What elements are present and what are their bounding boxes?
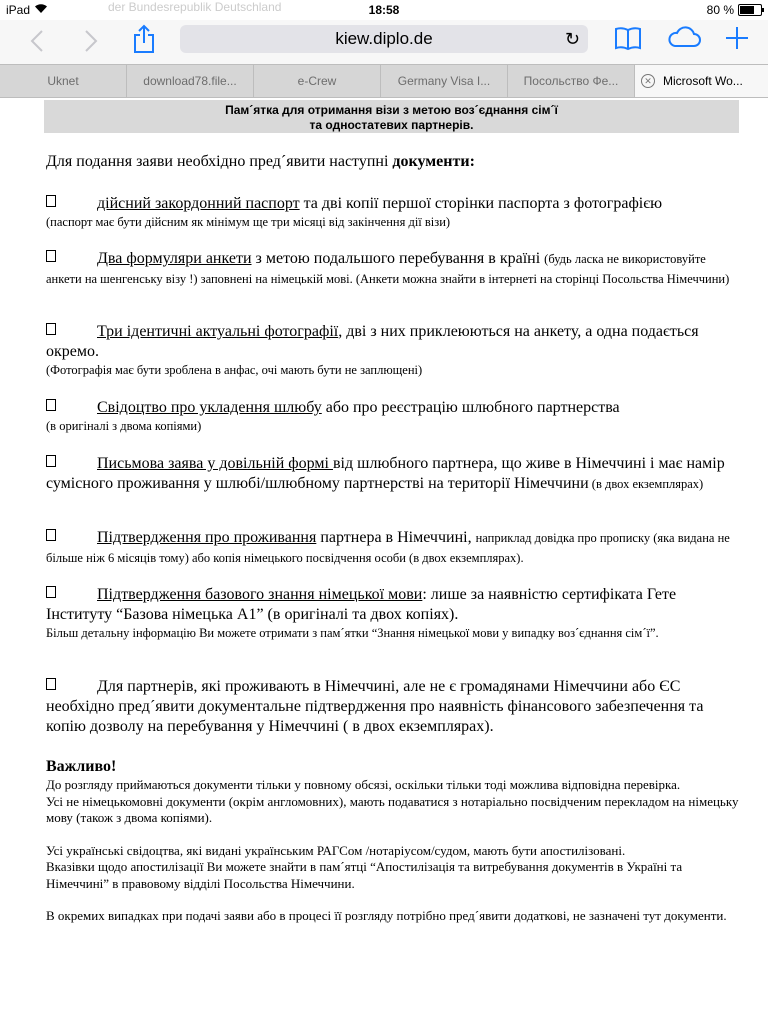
item-text: від шлюбного партнера, що живе в Німеччині і має намір сумісного проживання у шлюбі/шлюбному партнерстві на території Німеччини	[46, 455, 725, 492]
important-paragraph: В окремих випадках при подачі заяви або в процесі її розгляду потрібно пред´явити додаткові, не зазначені тут документи.	[46, 908, 727, 923]
tab-label: Germany Visa I...	[397, 74, 491, 88]
document-page	[0, 97, 768, 1024]
share-button[interactable]	[132, 24, 156, 59]
item-text: , дві з них приклеюються на анкету, а одна подається окремо.	[46, 323, 699, 360]
important-paragraph: Усі українські свідоцтва, які видані українським РАГСом /нотаріусом/судом, мають бути апостилізовані.	[46, 842, 626, 858]
item-note: Більш детальну інформацію Ви можете отримати з пам´ятки “Знання німецької мови у випадку воз´єднання сім´ї”.	[46, 626, 659, 640]
device-label: iPad	[6, 3, 31, 17]
item-heading: Письмова заява у довільній формі	[97, 455, 333, 472]
important-heading: Важливо!	[46, 758, 117, 775]
item-text: Для партнерів, які проживають в Німеччині, але не є громадянами Німеччини або ЄС необхідно пред´явити документальне підтвердження про наявність фінансового забезпечення та копію дозволу на перебування у Німеччині ( в двох екземплярах).	[46, 678, 704, 735]
bullet-icon	[46, 195, 56, 207]
chevron-right-icon	[84, 30, 98, 52]
battery-icon	[738, 4, 762, 16]
cloud-icon	[666, 24, 702, 52]
item-heading: дійсний закордонний паспорт	[97, 195, 300, 212]
list-item	[46, 322, 736, 378]
tab-label: Microsoft Wo...	[663, 74, 743, 88]
item-heading: Два формуляри анкети	[97, 250, 252, 267]
bookmarks-button[interactable]	[614, 24, 642, 57]
title-line: та одностатевих партнерів.	[309, 118, 474, 132]
important-paragraph: Усі не німецькомовні документи (окрім англомовних), мають подаватися з нотаріально посвідченим перекладом на німецьку мову (також з двома копіями).	[46, 793, 739, 825]
list-item	[46, 454, 736, 494]
item-note: (будь ласка не використовуйте анкети на шенгенську візу !) заповнені на німецькій мові. (Анкети можна знайти в інтернеті на сторінці Посольства Німеччини)	[46, 252, 730, 286]
tab-label: download78.file...	[143, 74, 237, 88]
plus-icon	[724, 24, 750, 52]
intro-text	[46, 153, 475, 171]
document-title	[44, 100, 739, 133]
clock: 18:58	[368, 3, 400, 17]
item-text: та дві копії першої сторінки паспорта з фотографією	[299, 195, 663, 212]
list-item	[46, 398, 736, 434]
important-paragraph: Вказівки щодо апостилізації Ви можете знайти в пам´ятці “Апостилізація та витребування документів в Україні та Німеччині” в правовому відділі Посольства Німеччини.	[46, 859, 683, 891]
ghost-page-title: der Bundesrepublik Deutschland	[108, 0, 282, 14]
tab-embassy[interactable]	[508, 65, 635, 97]
important-paragraph: До розгляду приймаються документи тільки у повному обсязі, оскільки тільки тоді можлива відповідна перевірка.	[46, 777, 681, 792]
intro-bold: документи:	[392, 153, 475, 170]
bullet-icon	[46, 586, 56, 598]
bullet-icon	[46, 323, 56, 335]
tab-label: Посольство Фе...	[523, 74, 619, 88]
share-icon	[132, 24, 156, 54]
tab-label: e-Crew	[297, 74, 337, 88]
item-heading: Свідоцтво про укладення шлюбу	[97, 399, 322, 416]
bullet-icon	[46, 529, 56, 541]
bullet-icon	[46, 455, 56, 467]
list-item	[46, 194, 736, 230]
tab-uknet[interactable]	[0, 65, 127, 97]
item-note: (Фотографія має бути зроблена в анфас, очі мають бути не заплющені)	[46, 363, 423, 377]
item-text: або про реєстрацію шлюбного партнерства	[321, 399, 620, 416]
address-bar[interactable]	[180, 25, 588, 53]
book-icon	[614, 24, 642, 52]
item-text: з метою подальшого перебування в країні	[251, 250, 545, 267]
item-heading: Підтвердження про проживання	[97, 529, 317, 546]
tab-e-crew[interactable]	[254, 65, 381, 97]
tab-germany-visa[interactable]	[381, 65, 508, 97]
chevron-left-icon	[30, 30, 44, 52]
icloud-tabs-button[interactable]	[666, 24, 702, 57]
list-item	[46, 528, 736, 568]
reload-icon[interactable]: ↻	[564, 29, 580, 50]
list-item	[46, 249, 736, 289]
close-tab-icon[interactable]: ✕	[641, 74, 655, 88]
list-item	[46, 677, 736, 737]
item-heading: Три ідентичні актуальні фотографії	[97, 323, 339, 340]
forward-button[interactable]	[76, 26, 106, 56]
intro-plain: Для подання заяви необхідно пред´явити наступні	[46, 153, 393, 170]
item-heading: Підтвердження базового знання німецької мови	[97, 586, 423, 603]
item-note: (в двох екземплярах)	[588, 477, 704, 491]
battery-percent: 80 %	[706, 3, 734, 17]
bullet-icon	[46, 678, 56, 690]
tab-microsoft-word[interactable]	[635, 65, 768, 97]
back-button[interactable]	[22, 26, 52, 56]
item-note: (в оригіналі з двома копіями)	[46, 419, 202, 433]
tab-bar	[0, 64, 768, 98]
list-item	[46, 585, 736, 641]
title-line: Пам´ятка для отримання візи з метою воз´єднання сім´ї	[225, 103, 558, 117]
tab-download78[interactable]	[127, 65, 254, 97]
tab-label: Uknet	[47, 74, 79, 88]
item-text: партнера в Німеччині,	[316, 529, 476, 546]
item-text: : лише за наявністю сертифіката Гете Інституту “Базова німецька А1” (в оригіналі та двох копіях).	[46, 586, 677, 623]
bullet-icon	[46, 250, 56, 262]
url-text: kiew.diplo.de	[335, 29, 433, 48]
item-note: наприклад довідка про прописку (яка видана не більше ніж 6 місяців тому) або копія німецького посвідчення особи (в двох екземплярах).	[46, 531, 730, 565]
important-section	[46, 757, 741, 925]
bullet-icon	[46, 399, 56, 411]
item-note: (паспорт має бути дійсним як мінімум ще три місяці від закінчення дії візи)	[46, 215, 451, 229]
new-tab-button[interactable]	[724, 24, 750, 57]
